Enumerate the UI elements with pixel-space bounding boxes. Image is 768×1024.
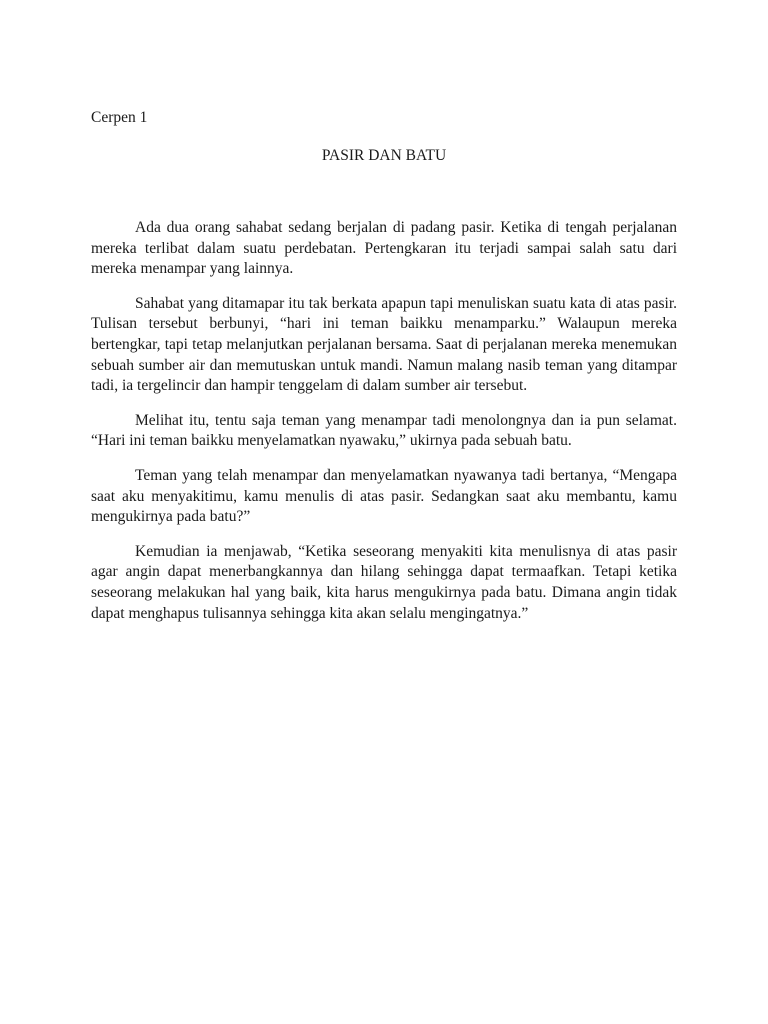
paragraph-5: Kemudian ia menjawab, “Ketika seseorang menyakiti kita menulisnya di atas pasir agar angin dapat menerbangkannya dan hilang sehingga dapat termaafkan. Tetapi ketika seseorang melakukan hal yang baik, kita harus mengukirnya pada batu. Dimana angin tidak dapat menghapus tulisannya sehingga kita akan selalu mengingatnya.” — [91, 542, 677, 622]
story-title: PASIR DAN BATU — [321, 147, 447, 164]
paragraph-2: Sahabat yang ditamapar itu tak berkata apapun tapi menuliskan suatu kata di atas pasir. Tulisan tersebut berbunyi, “hari ini teman baikku menamparku.” Walaupun mereka bertengkar, tapi tetap melanjutkan perjalanan bersama. Saat di perjalanan mereka menemukan sebuah sumber air dan memutuskan untuk mandi. Namun malang nasib teman yang ditampar tadi, ia tergelincir dan hampir tenggelam di dalam sumber air tersebut. — [91, 294, 677, 395]
paragraph-4: Teman yang telah menampar dan menyelamatkan nyawanya tadi bertanya, “Mengapa saat aku menyakitimu, kamu menulis di atas pasir. Sedangkan saat aku membantu, kamu mengukirnya pada batu?” — [91, 466, 677, 526]
paragraph-1: Ada dua orang sahabat sedang berjalan di padang pasir. Ketika di tengah perjalanan mereka terlibat dalam suatu perdebatan. Pertengkaran itu terjadi sampai salah satu dari mereka menampar yang lainnya. — [91, 219, 677, 278]
paragraph-3: Melihat itu, tentu saja teman yang menampar tadi menolongnya dan ia pun selamat. “Hari ini teman baikku menyelamatkan nyawaku,” ukirnya pada sebuah batu. — [91, 411, 677, 450]
story-label: Cerpen 1 — [91, 109, 148, 126]
story-body — [91, 218, 677, 638]
